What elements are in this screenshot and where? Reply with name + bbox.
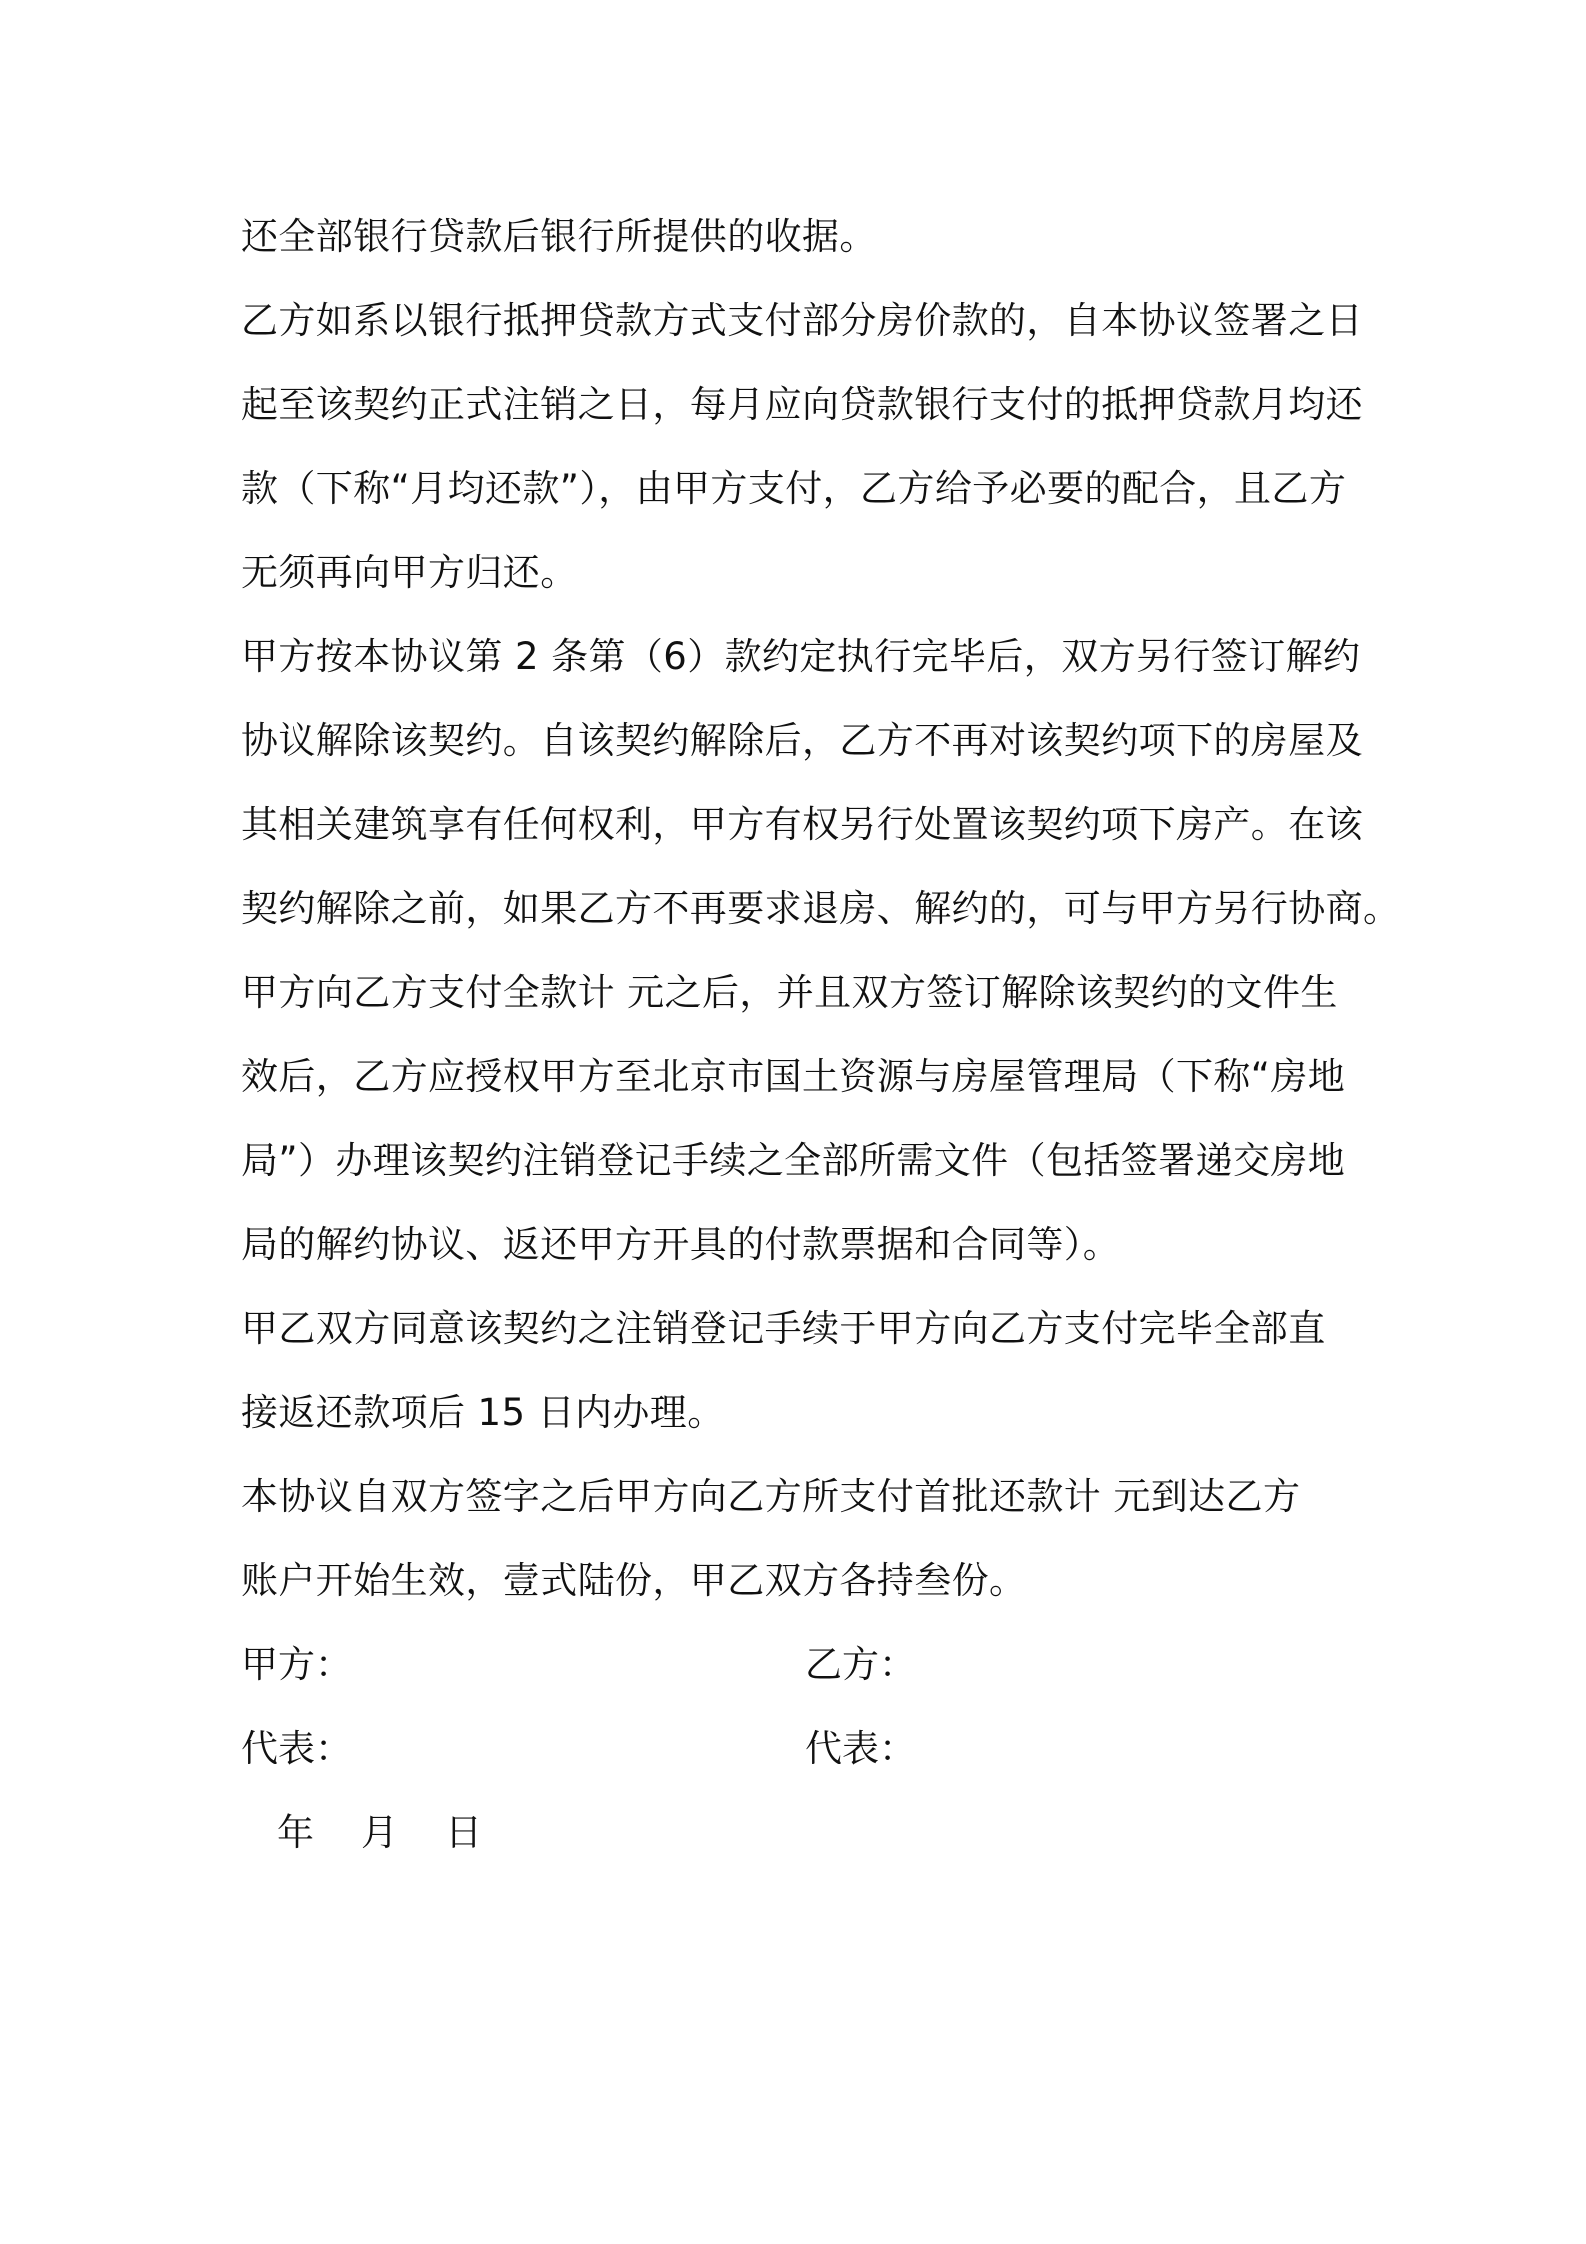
paragraph-line: 效后，乙方应授权甲方至北京市国土资源与房屋管理局（下称“房地 (241, 1055, 1346, 1098)
representative-a-label: 代表： (241, 1727, 352, 1770)
paragraph-line: 局”）办理该契约注销登记手续之全部所需文件（包括签署递交房地 (241, 1139, 1346, 1182)
signature-representative-row (241, 1707, 1361, 1791)
representative-b-label: 代表： (805, 1727, 916, 1770)
signature-party-row (241, 1623, 1361, 1707)
paragraph-line: 乙方如系以银行抵押贷款方式支付部分房价款的，自本协议签署之日 (241, 299, 1363, 342)
paragraph-line: 其相关建筑享有任何权利，甲方有权另行处置该契约项下房产。在该 (241, 803, 1363, 846)
paragraph-line: 甲方按本协议第 2 条第（6）款约定执行完毕后，双方另行签订解约 (241, 635, 1361, 678)
paragraph-line: 接返还款项后 15 日内办理。 (241, 1391, 725, 1434)
document-body (241, 195, 1401, 1875)
paragraph-line: 还全部银行贷款后银行所提供的收据。 (241, 215, 877, 258)
paragraph-line: 局的解约协议、返还甲方开具的付款票据和合同等）。 (241, 1223, 1121, 1266)
paragraph-line: 款（下称“月均还款”），由甲方支付，乙方给予必要的配合，且乙方 (241, 467, 1347, 510)
date-label: 年 月 日 (277, 1811, 483, 1854)
party-a-label: 甲方： (241, 1643, 352, 1686)
paragraph-line: 甲乙双方同意该契约之注销登记手续于甲方向乙方支付完毕全部直 (241, 1307, 1326, 1350)
paragraph-line: 本协议自双方签字之后甲方向乙方所支付首批还款计 元到达乙方 (241, 1475, 1301, 1518)
signature-date-row (241, 1791, 1361, 1875)
paragraph-line: 无须再向甲方归还。 (241, 551, 578, 594)
paragraph-line: 账户开始生效，壹式陆份，甲乙双方各持叁份。 (241, 1559, 1027, 1602)
paragraph-line: 甲方向乙方支付全款计 元之后，并且双方签订解除该契约的文件生 (241, 971, 1338, 1014)
paragraph-line: 协议解除该契约。自该契约解除后，乙方不再对该契约项下的房屋及 (241, 719, 1363, 762)
paragraph-line: 契约解除之前，如果乙方不再要求退房、解约的，可与甲方另行协商。 (241, 887, 1401, 930)
party-b-label: 乙方： (805, 1643, 916, 1686)
paragraph-line: 起至该契约正式注销之日，每月应向贷款银行支付的抵押贷款月均还 (241, 383, 1363, 426)
